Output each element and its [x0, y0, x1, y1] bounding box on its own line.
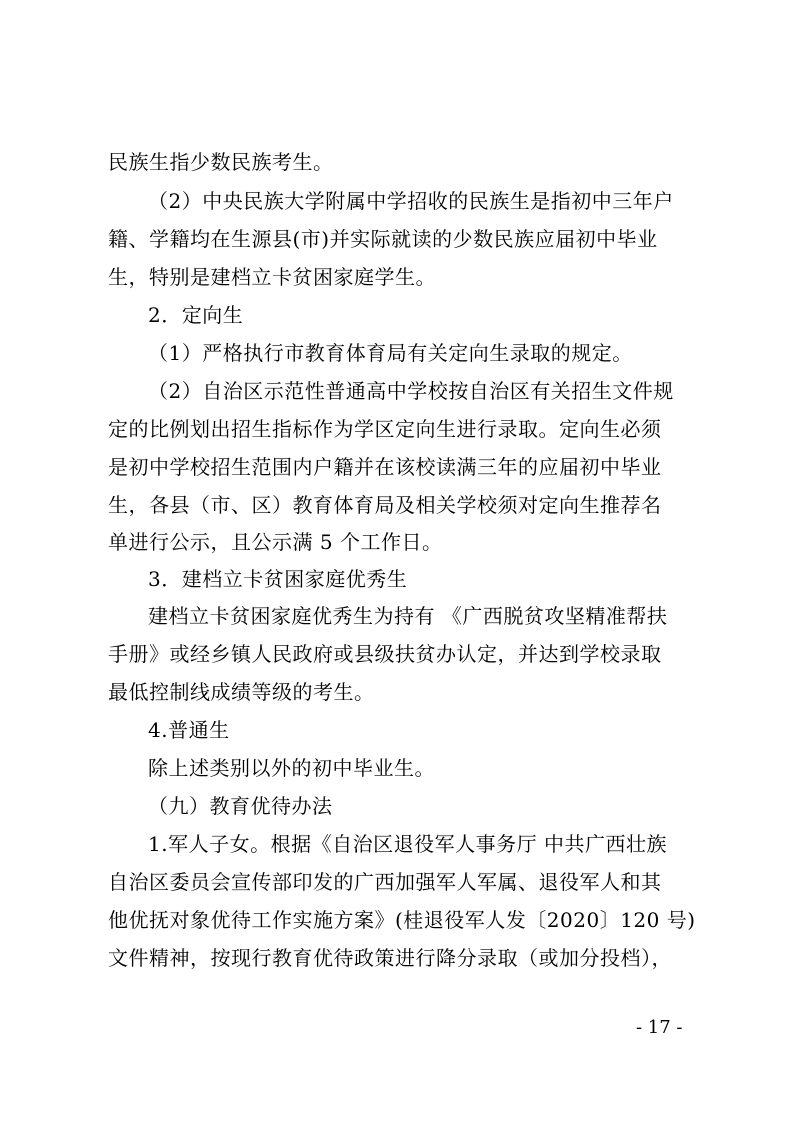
text-line: （2）中央民族大学附属中学招收的民族生是指初中三年户	[148, 189, 674, 213]
text-line: 最低控制线成绩等级的考生。	[108, 680, 375, 704]
text-line: 自治区委员会宣传部印发的广西加强军人军属、退役军人和其	[108, 870, 662, 894]
text-line: （2）自治区示范性普通高中学校按自治区有关招生文件规	[148, 379, 674, 403]
text-line: 生，特别是建档立卡贫困家庭学生。	[108, 265, 436, 289]
text-line: 除上述类别以外的初中毕业生。	[148, 756, 435, 780]
text-line: 手册》或经乡镇人民政府或县级扶贫办认定，并达到学校录取	[108, 642, 662, 666]
text-line: 文件精神，按现行教育优待政策进行降分录取（或加分投档），	[108, 946, 672, 970]
text-line: 民族生指少数民族考生。	[108, 150, 334, 174]
text-line: 是初中学校招生范围内户籍并在该校读满三年的应届初中毕业	[108, 455, 662, 479]
text-line: 他优抚对象优待工作实施方案》(桂退役军人发〔2020〕120 号)	[108, 908, 696, 932]
section-heading: （九）教育优待办法	[148, 794, 333, 818]
text-line: 1.军人子女。根据《自治区退役军人事务厅 中共广西壮族	[148, 832, 667, 856]
page-number: - 17 -	[636, 1017, 683, 1038]
text-line: 籍、学籍均在生源县(市)并实际就读的少数民族应届初中毕业	[108, 227, 658, 251]
section-heading: 2．定向生	[148, 303, 244, 327]
section-heading: 3．建档立卡贫困家庭优秀生	[148, 567, 408, 591]
text-line: 生，各县（市、区）教育体育局及相关学校须对定向生推荐名	[108, 493, 662, 517]
section-heading: 4.普通生	[148, 718, 230, 742]
text-line: （1）严格执行市教育体育局有关定向生录取的规定。	[148, 341, 633, 365]
text-line: 单进行公示，且公示满 5 个工作日。	[108, 530, 443, 554]
text-line: 定的比例划出招生指标作为学区定向生进行录取。定向生必须	[108, 417, 662, 441]
text-line: 建档立卡贫困家庭优秀生为持有 《广西脱贫攻坚精准帮扶	[148, 604, 668, 628]
